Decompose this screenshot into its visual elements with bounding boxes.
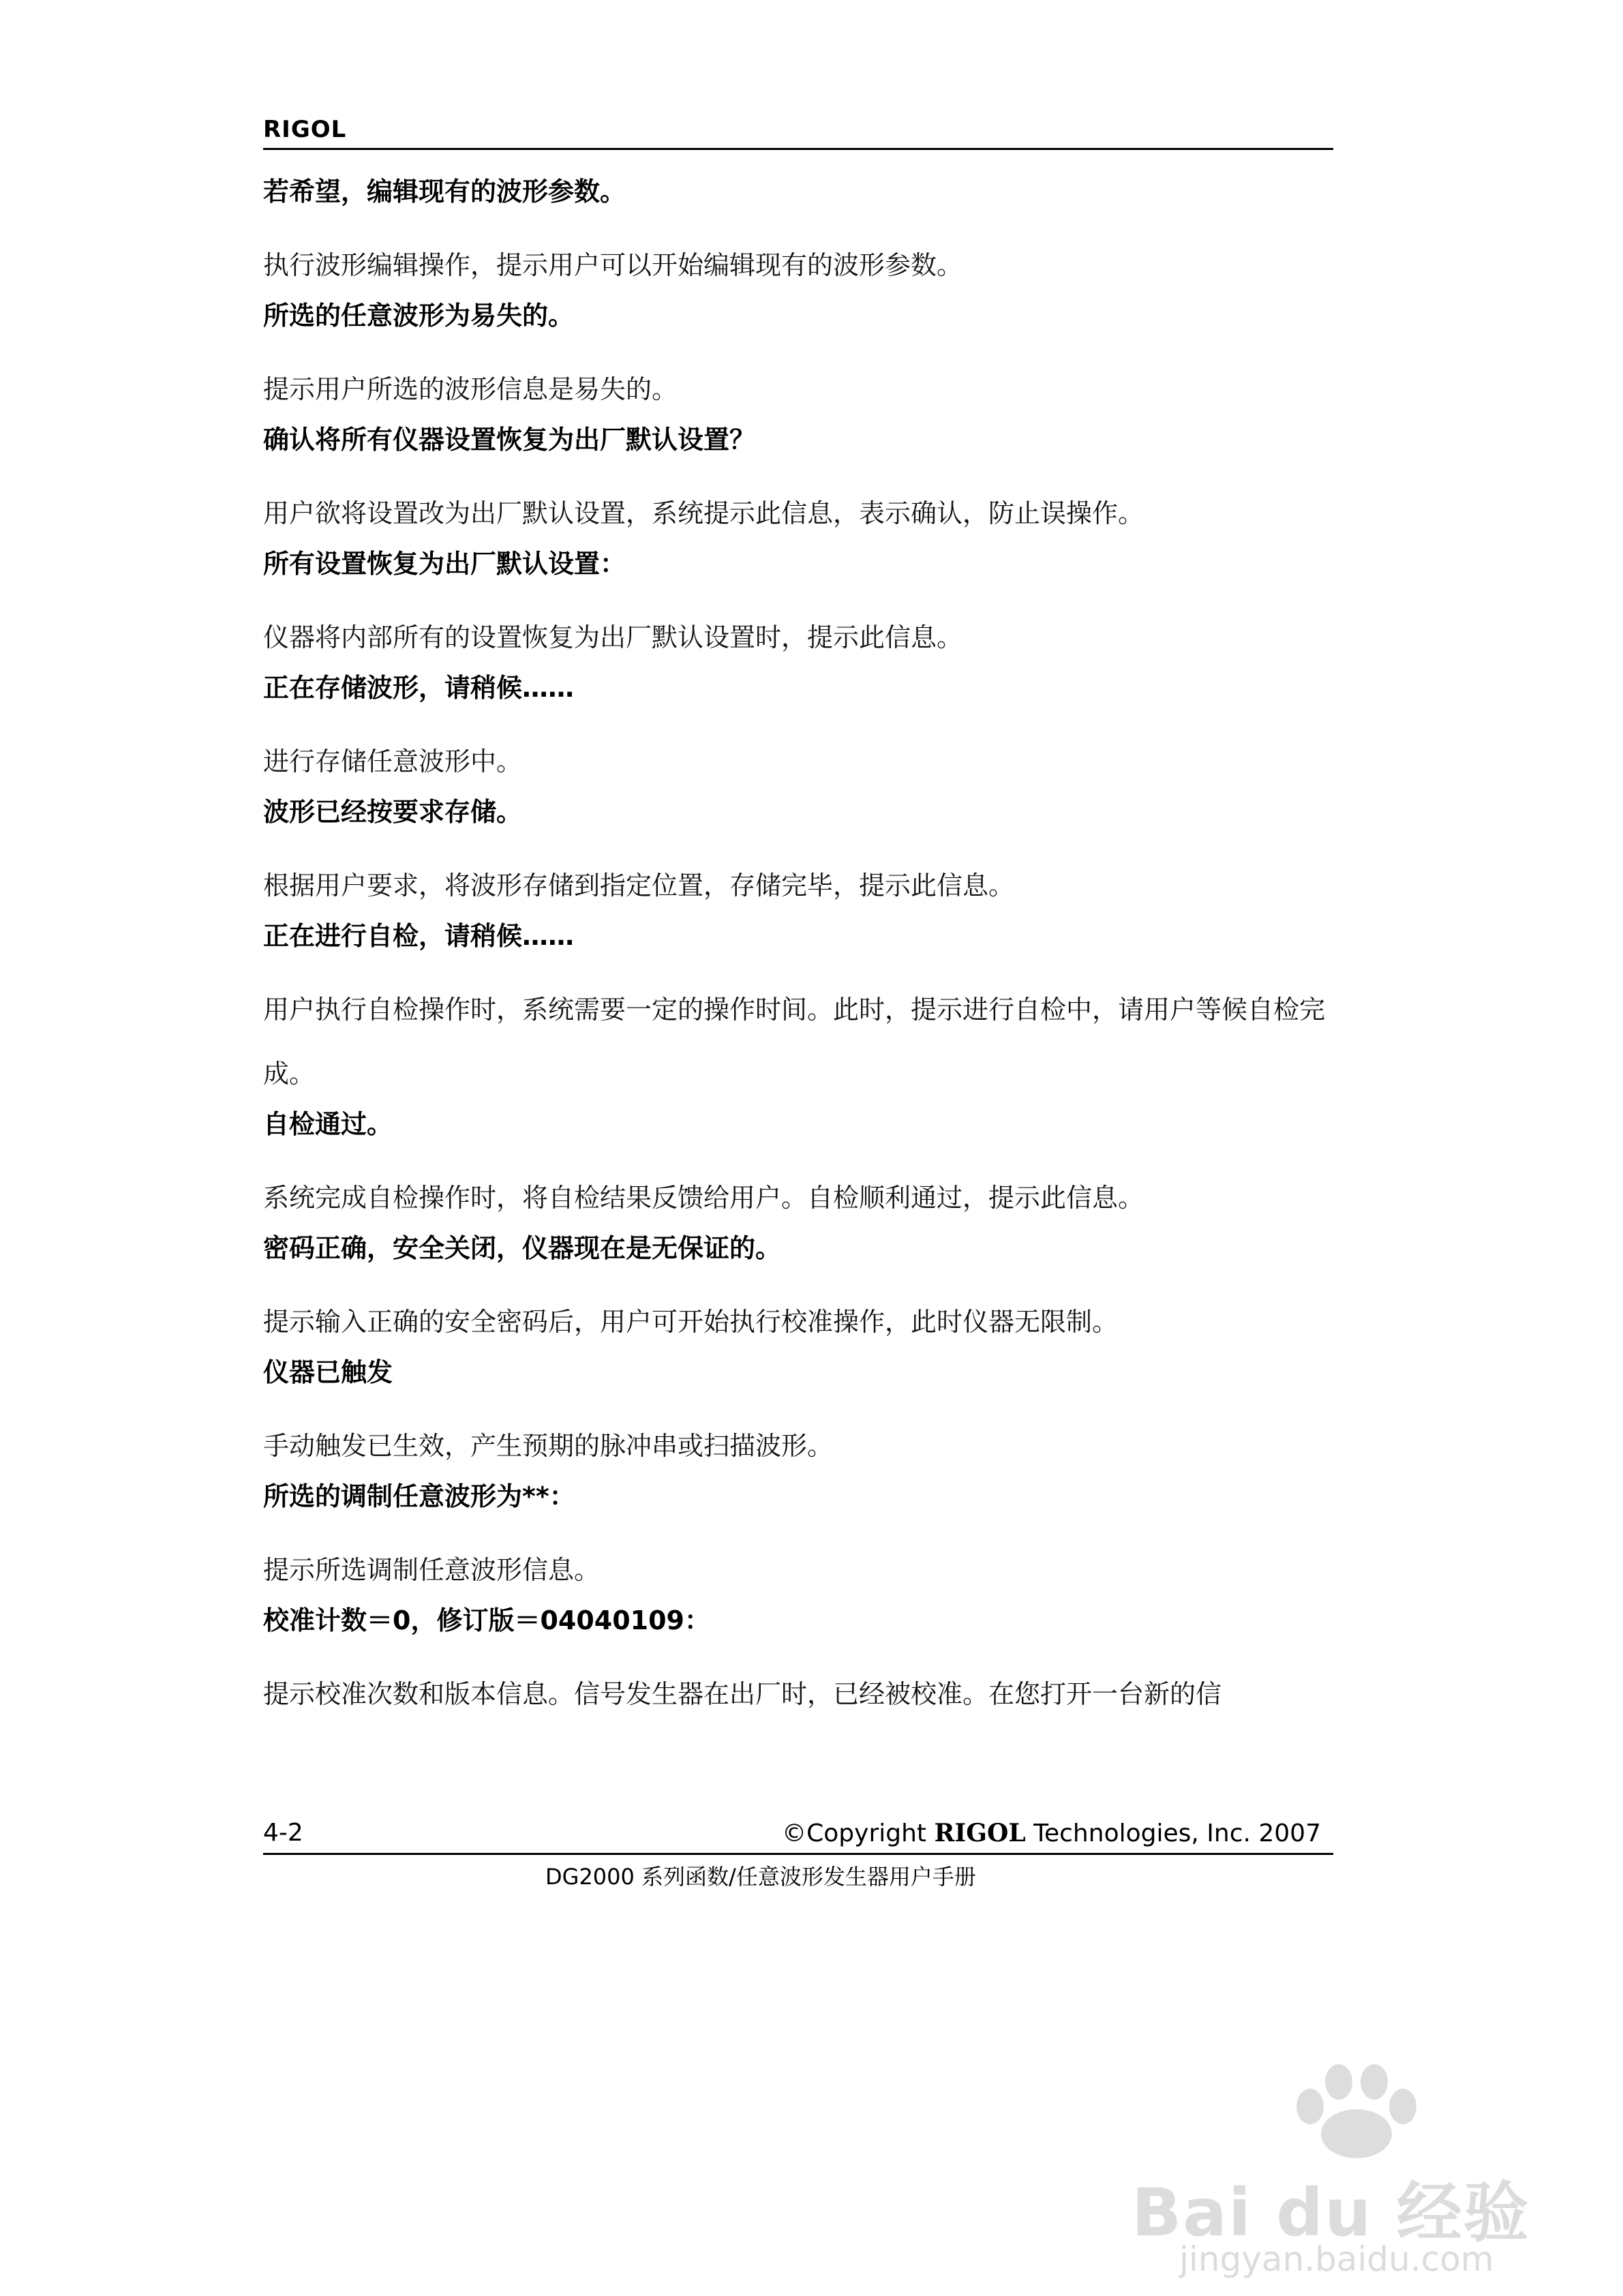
message-list — [263, 170, 1333, 1723]
manual-title: DG2000 系列函数/任意波形发生器用户手册 — [545, 1864, 976, 1890]
copyright-suffix: Technologies, Inc. 2007 — [1025, 1819, 1321, 1847]
copyright-brand: RIGOL — [934, 1819, 1026, 1847]
message-title: 所有设置恢复为出厂默认设置： — [263, 549, 626, 579]
message-entry — [263, 294, 1333, 421]
copyright-notice — [782, 1819, 1321, 1847]
watermark-url: jingyan.baidu.com — [1179, 2239, 1494, 2279]
watermark-brand: Bai du 经验 — [1132, 2175, 1530, 2251]
message-entry — [263, 419, 1333, 545]
message-entry — [263, 1351, 1333, 1478]
message-description: 提示校准次数和版本信息。信号发生器在出厂时，已经被校准。在您打开一台新的信 — [263, 1679, 1222, 1709]
message-entry — [263, 1227, 1333, 1354]
message-description: 提示所选调制任意波形信息。 — [263, 1555, 601, 1585]
header-rule — [263, 148, 1333, 150]
message-entry — [263, 543, 1333, 669]
message-description: 执行波形编辑操作，提示用户可以开始编辑现有的波形参数。 — [263, 250, 963, 280]
message-description: 根据用户要求，将波形存储到指定位置，存储完毕，提示此信息。 — [263, 871, 1015, 901]
message-title: 所选的调制任意波形为**： — [263, 1481, 575, 1511]
message-description: 用户执行自检操作时，系统需要一定的操作时间。此时，提示进行自检中，请用户等候自检完成。 — [263, 995, 1326, 1089]
message-description: 提示用户所选的波形信息是易失的。 — [263, 374, 678, 404]
message-entry — [263, 791, 1333, 918]
message-title: 校准计数＝0，修订版＝04040109： — [263, 1605, 710, 1635]
header-brand: RIGOL — [263, 116, 347, 143]
message-entry — [263, 170, 1333, 297]
message-description: 进行存储任意波形中。 — [263, 746, 523, 776]
message-title: 密码正确，安全关闭，仪器现在是无保证的。 — [263, 1233, 782, 1263]
message-title: 若希望，编辑现有的波形参数。 — [263, 177, 626, 207]
message-description: 提示输入正确的安全密码后，用户可开始执行校准操作，此时仪器无限制。 — [263, 1307, 1119, 1337]
message-title: 所选的任意波形为易失的。 — [263, 301, 575, 331]
message-description: 系统完成自检操作时，将自检结果反馈给用户。自检顺利通过，提示此信息。 — [263, 1183, 1144, 1213]
message-entry — [263, 915, 1333, 1106]
message-entry — [263, 1599, 1333, 1726]
message-entry — [263, 667, 1333, 794]
page-number: 4-2 — [263, 1819, 303, 1847]
message-entry — [263, 1475, 1333, 1602]
copyright-prefix: ©Copyright — [782, 1819, 935, 1847]
message-title: 仪器已触发 — [263, 1357, 393, 1387]
message-description: 仪器将内部所有的设置恢复为出厂默认设置时，提示此信息。 — [263, 622, 963, 652]
message-description: 用户欲将设置改为出厂默认设置，系统提示此信息，表示确认，防止误操作。 — [263, 498, 1144, 528]
message-title: 正在进行自检，请稍候…… — [263, 921, 575, 951]
message-title: 确认将所有仪器设置恢复为出厂默认设置？ — [263, 425, 756, 455]
message-title: 自检通过。 — [263, 1109, 393, 1139]
footer-rule — [263, 1853, 1333, 1855]
paw-icon — [1268, 2059, 1445, 2161]
watermark — [1132, 2059, 1568, 2277]
message-title: 正在存储波形，请稍候…… — [263, 673, 575, 703]
message-description: 手动触发已生效，产生预期的脉冲串或扫描波形。 — [263, 1431, 834, 1461]
message-entry — [263, 1103, 1333, 1230]
message-title: 波形已经按要求存储。 — [263, 797, 523, 827]
